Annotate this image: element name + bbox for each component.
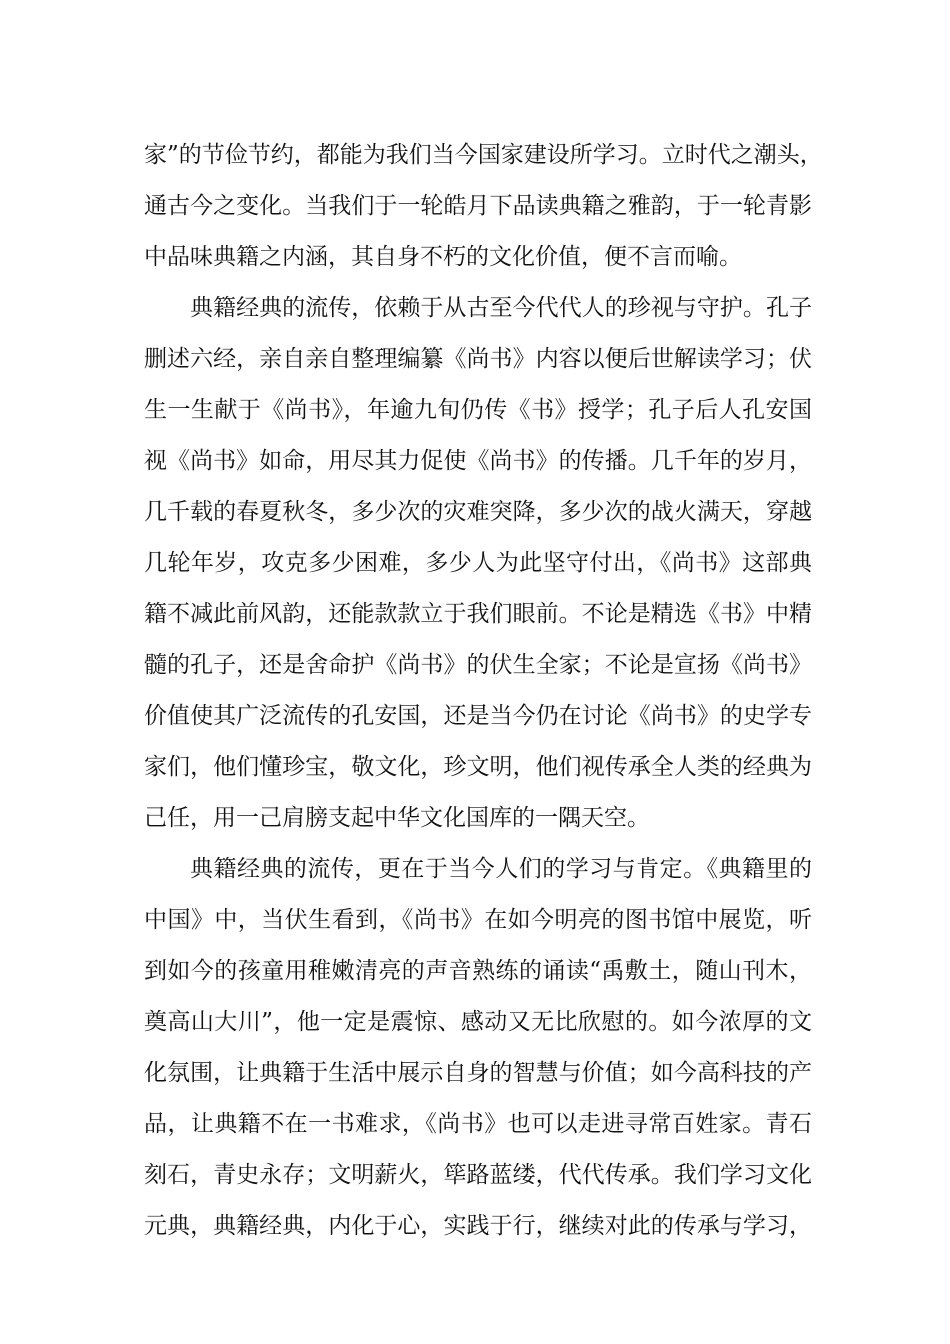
text-line: 家”的节俭节约，都能为我们当今国家建设所学习。立时代之潮头， xyxy=(144,142,823,168)
text-line: 髓的孔子，还是舍命护《尚书》的伏生全家；不论是宣扬《尚书》 xyxy=(144,652,812,678)
text-line: 中品味典籍之内涵，其自身不朽的文化价值，便不言而喻。 xyxy=(144,244,742,270)
body-text xyxy=(144,130,823,1252)
text-line: 元典，典籍经典，内化于心，实践于行，继续对此的传承与学习， xyxy=(144,1213,812,1239)
text-line: 价值使其广泛流传的孔安国，还是当今仍在讨论《尚书》的史学专 xyxy=(144,703,812,729)
text-line: 典籍经典的流传，更在于当今人们的学习与肯定。《典籍里的 xyxy=(190,856,812,882)
text-line: 通古今之变化。当我们于一轮皓月下品读典籍之雅韵，于一轮青影 xyxy=(144,193,812,219)
text-line: 几千载的春夏秋冬，多少次的灾难突降，多少次的战火满天，穿越 xyxy=(144,499,812,525)
text-line: 视《尚书》如命，用尽其力促使《尚书》的传播。几千年的岁月， xyxy=(144,448,812,474)
text-line: 中国》中，当伏生看到，《尚书》在如今明亮的图书馆中展览，听 xyxy=(144,907,812,933)
paragraph-1 xyxy=(144,130,823,283)
text-line: 几轮年岁，攻克多少困难，多少人为此坚守付出，《尚书》这部典 xyxy=(144,550,812,576)
text-line: 生一生献于《尚书》，年逾九旬仍传《书》授学；孔子后人孔安国 xyxy=(144,397,812,423)
text-line: 刻石，青史永存；文明薪火，筚路蓝缕，代代传承。我们学习文化 xyxy=(144,1162,812,1188)
paragraph-3 xyxy=(144,844,812,1252)
paragraph-2 xyxy=(144,283,812,844)
text-line: 籍不减此前风韵，还能款款立于我们眼前。不论是精选《书》中精 xyxy=(144,601,812,627)
text-line: 家们，他们懂珍宝，敬文化，珍文明，他们视传承全人类的经典为 xyxy=(144,754,812,780)
text-line: 到如今的孩童用稚嫩清亮的声音熟练的诵读“禹敷土，随山刊木， xyxy=(144,958,812,984)
text-line: 典籍经典的流传，依赖于从古至今代代人的珍视与守护。孔子 xyxy=(190,295,812,321)
text-line: 化氛围，让典籍于生活中展示自身的智慧与价值；如今高科技的产 xyxy=(144,1060,812,1086)
text-line: 删述六经，亲自亲自整理编纂《尚书》内容以便后世解读学习；伏 xyxy=(144,346,812,372)
text-line: 奠高山大川”，他一定是震惊、感动又无比欣慰的。如今浓厚的文 xyxy=(144,1009,812,1035)
text-line: 品，让典籍不在一书难求，《尚书》也可以走进寻常百姓家。青石 xyxy=(144,1111,812,1137)
text-line: 己任，用一己肩膀支起中华文化国库的一隅天空。 xyxy=(144,805,650,831)
